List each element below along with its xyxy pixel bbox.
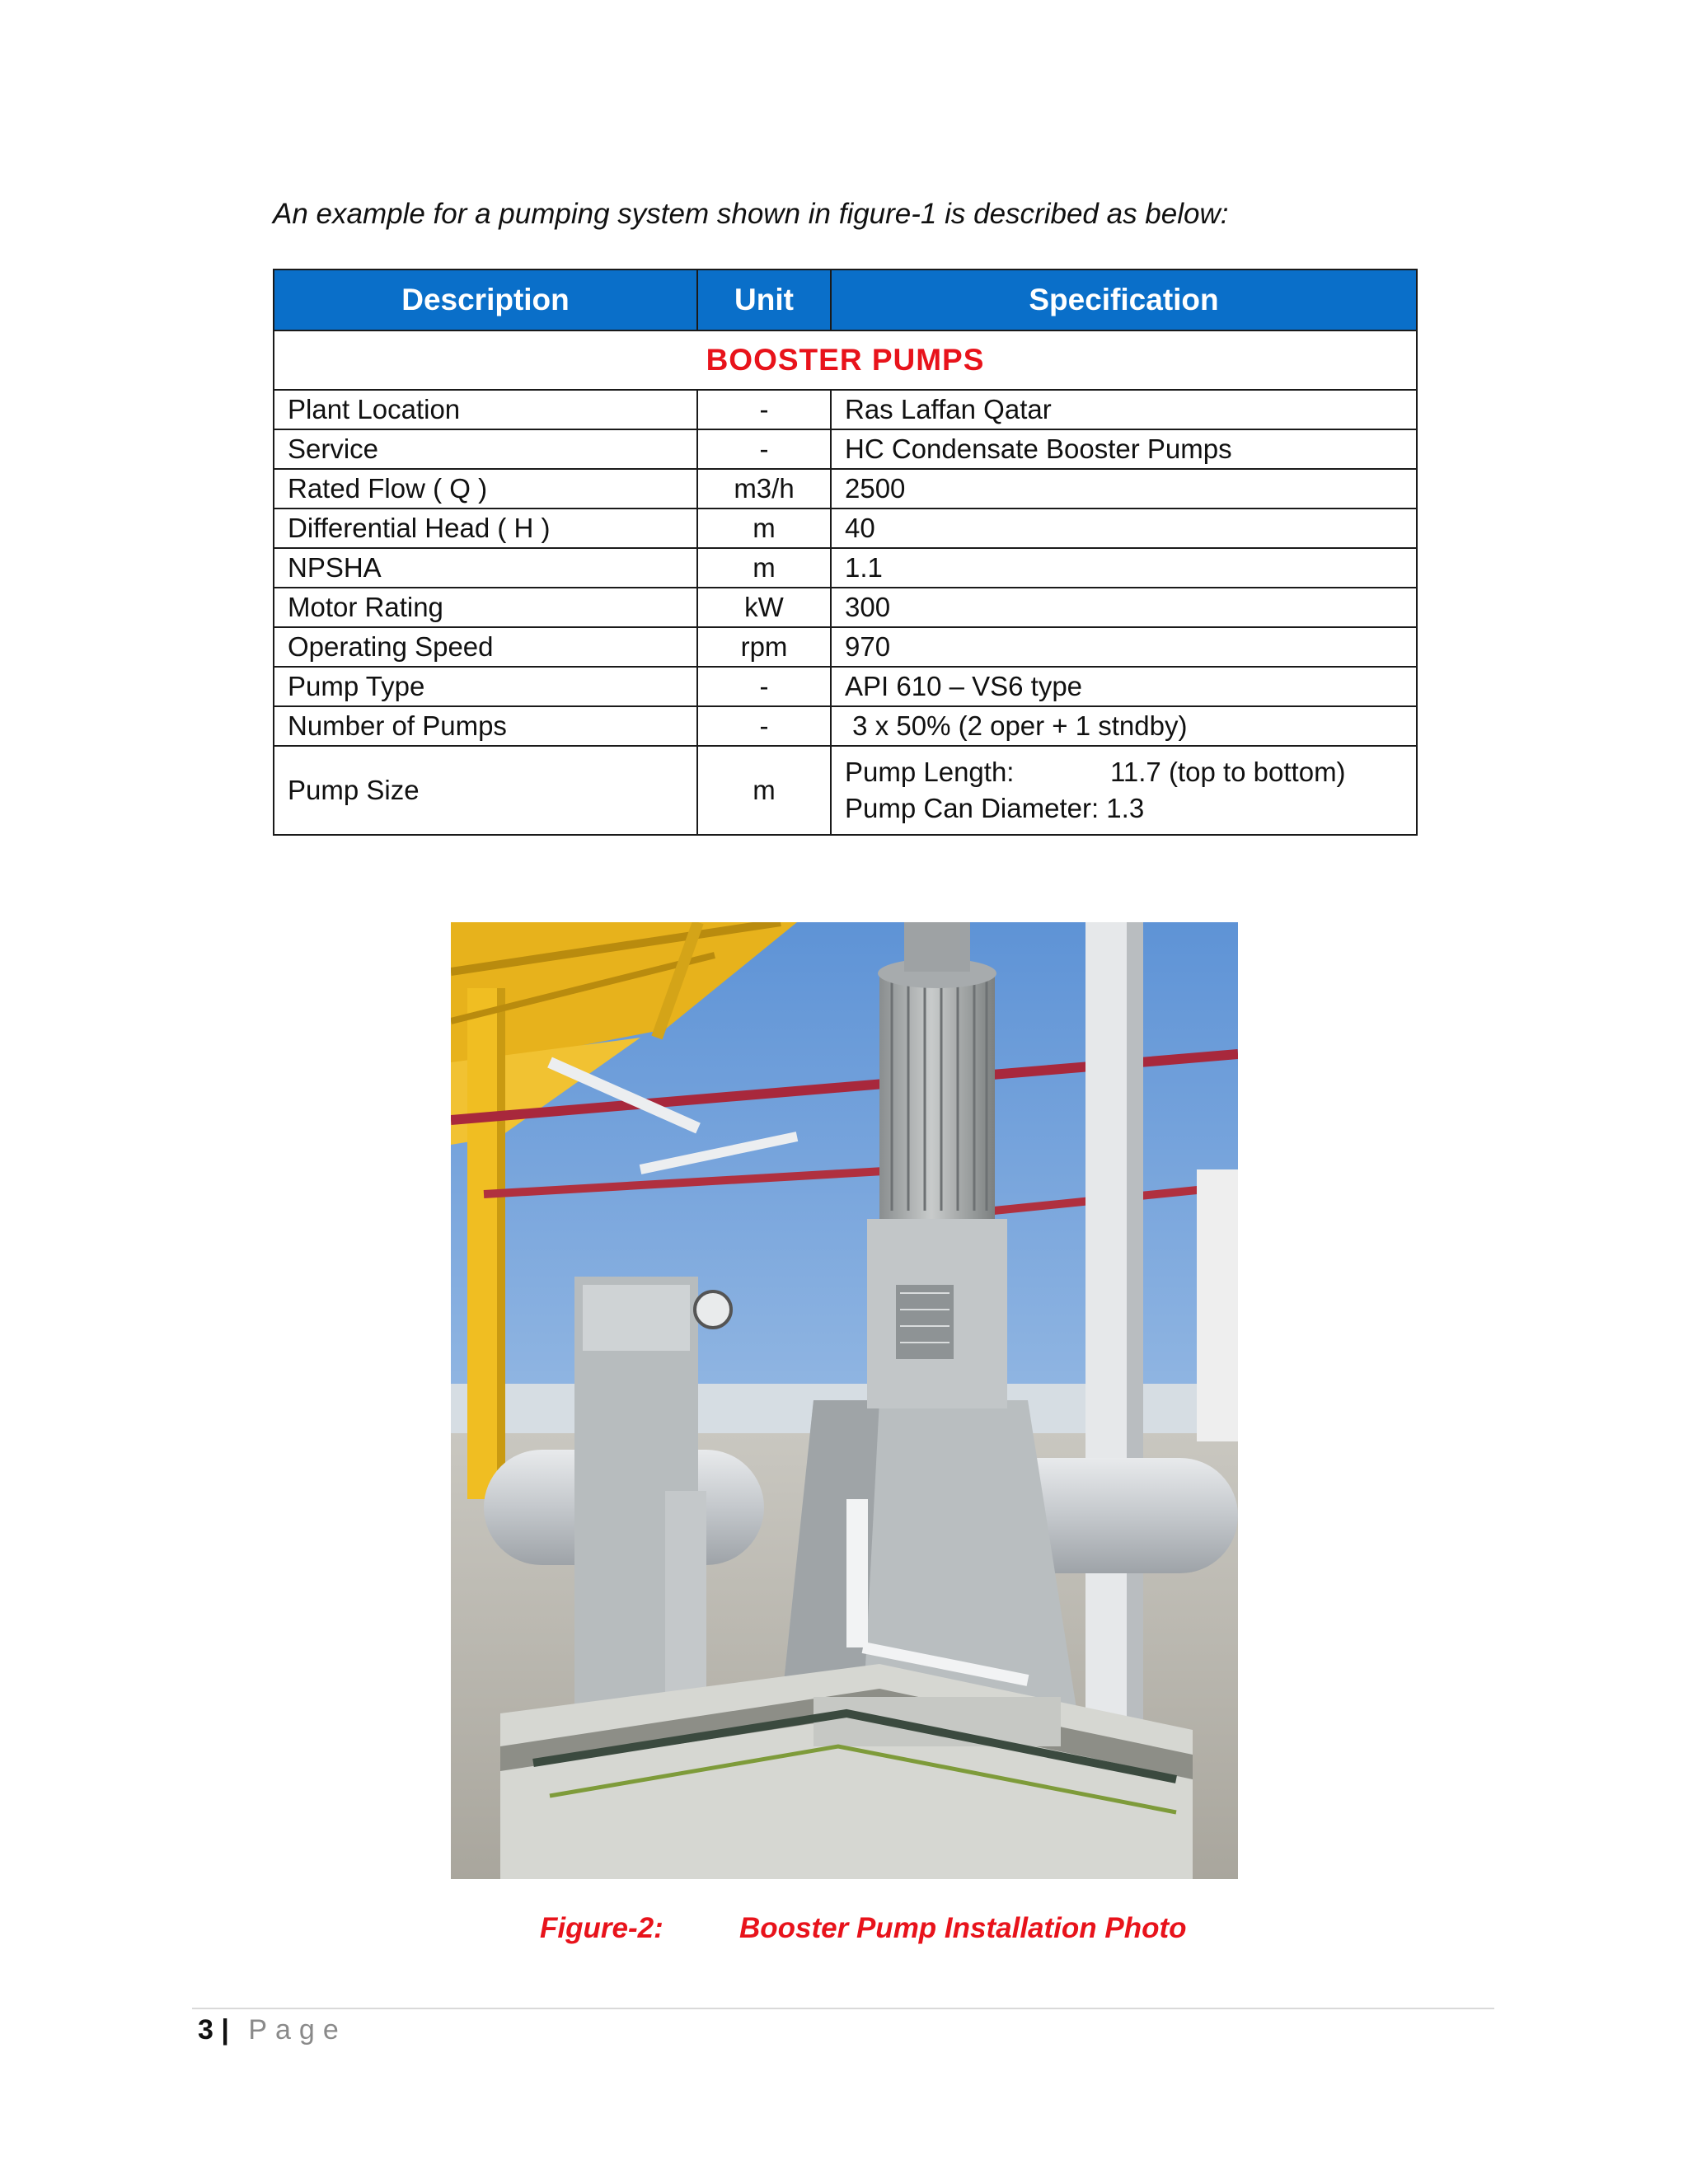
row-unit: m (697, 746, 831, 835)
row-unit: m3/h (697, 469, 831, 509)
header-specification: Specification (831, 269, 1417, 330)
row-unit: - (697, 706, 831, 746)
row-spec: 2500 (831, 469, 1417, 509)
row-description: Differential Head ( H ) (274, 509, 697, 548)
table-row (274, 667, 1417, 706)
pump-length-line (845, 754, 1403, 790)
section-title: BOOSTER PUMPS (274, 330, 1417, 390)
row-description: Number of Pumps (274, 706, 697, 746)
row-unit: m (697, 548, 831, 588)
row-spec: 3 x 50% (2 oper + 1 stndby) (831, 706, 1417, 746)
row-description: Pump Type (274, 667, 697, 706)
header-unit: Unit (697, 269, 831, 330)
table-row-pump-size (274, 746, 1417, 835)
row-description: Pump Size (274, 746, 697, 835)
row-spec: 40 (831, 509, 1417, 548)
spec-table (273, 269, 1418, 836)
row-spec: API 610 – VS6 type (831, 667, 1417, 706)
row-description: NPSHA (274, 548, 697, 588)
table-row (274, 509, 1417, 548)
row-description: Rated Flow ( Q ) (274, 469, 697, 509)
row-spec: 1.1 (831, 548, 1417, 588)
booster-pump-photo (451, 922, 1238, 1879)
table-row (274, 548, 1417, 588)
header-description: Description (274, 269, 697, 330)
table-row (274, 706, 1417, 746)
intro-text: An example for a pumping system shown in figure-1 is described as below: (273, 198, 1229, 230)
row-description: Operating Speed (274, 627, 697, 667)
figure-title: Booster Pump Installation Photo (739, 1912, 1187, 1944)
table-row (274, 469, 1417, 509)
table-row (274, 627, 1417, 667)
table-header-row (274, 269, 1417, 330)
row-spec: 970 (831, 627, 1417, 667)
row-spec: HC Condensate Booster Pumps (831, 429, 1417, 469)
row-unit: - (697, 667, 831, 706)
row-unit: m (697, 509, 831, 548)
row-description: Service (274, 429, 697, 469)
pump-diameter-value: 1.3 (1106, 793, 1145, 823)
row-spec: Ras Laffan Qatar (831, 390, 1417, 429)
row-unit: - (697, 429, 831, 469)
table-row (274, 588, 1417, 627)
pump-diameter-line (845, 790, 1403, 827)
row-unit: rpm (697, 627, 831, 667)
figure-label: Figure-2: (540, 1912, 663, 1944)
row-spec: 300 (831, 588, 1417, 627)
row-spec-pump-size (831, 746, 1417, 835)
page-number: 3 (198, 2014, 213, 2046)
page-footer (198, 2014, 347, 2046)
pump-length-value: 11.7 (top to bottom) (1110, 757, 1346, 787)
table-row (274, 429, 1417, 469)
pump-diameter-label: Pump Can Diameter: (845, 793, 1100, 823)
table-row (274, 390, 1417, 429)
page-label: Page (248, 2014, 347, 2046)
row-unit: kW (697, 588, 831, 627)
footer-divider (192, 2008, 1494, 2009)
row-unit: - (697, 390, 831, 429)
pump-length-label: Pump Length: (845, 757, 1015, 787)
row-description: Plant Location (274, 390, 697, 429)
section-row (274, 330, 1417, 390)
page-separator: | (221, 2014, 229, 2046)
row-description: Motor Rating (274, 588, 697, 627)
